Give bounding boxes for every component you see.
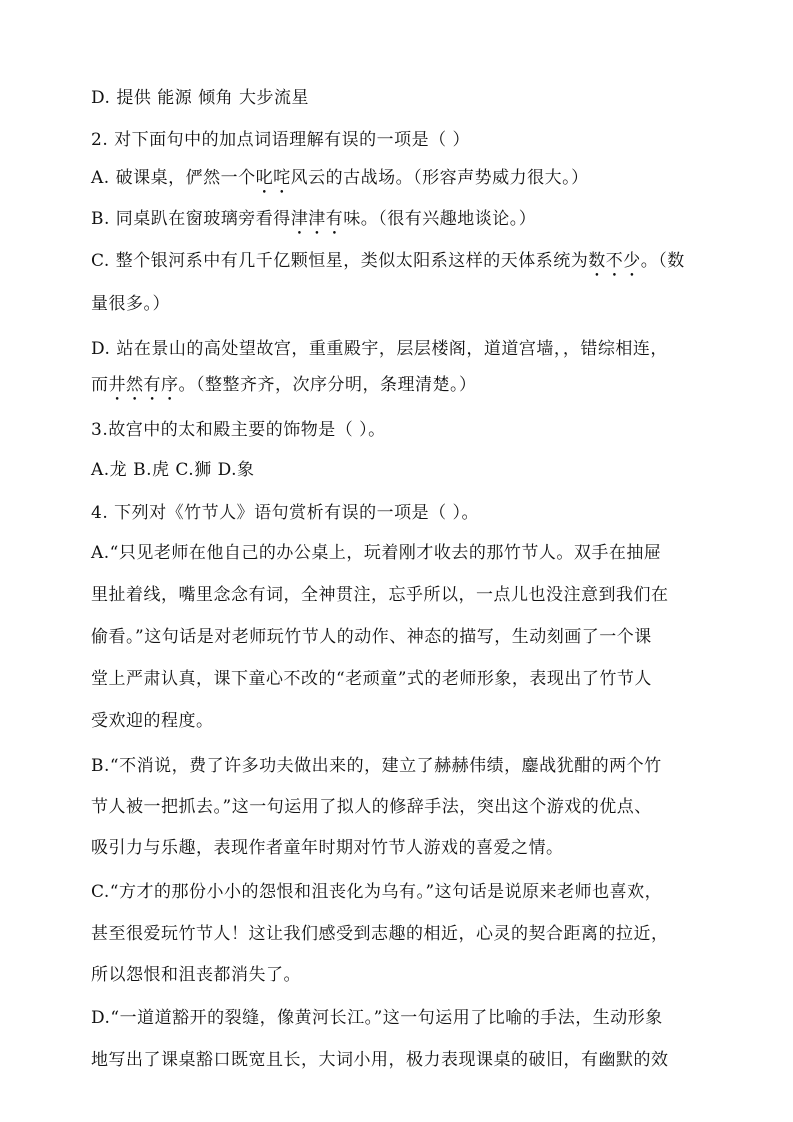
q4-line: 吸引力与乐趣，表现作者童年时期对竹节人游戏的喜爱之情。 — [91, 838, 564, 858]
q4-line: C.“方才的那份小小的怨恨和沮丧化为乌有。”这句话是说原来老师也喜欢， — [91, 882, 663, 902]
q2-option-d-line2 — [91, 375, 477, 405]
q2-a-pre: A. 破课桌，俨然一个 — [91, 168, 256, 188]
q4-line: 所以怨恨和沮丧都消失了。 — [91, 965, 301, 985]
q2-option-c-line2: 量很多。） — [91, 294, 170, 314]
q2-option-c-line1 — [91, 251, 685, 281]
q2-a-dotted-word: 叱咤 — [255, 168, 291, 188]
q3-options: A.龙 B.虎 C.狮 D.象 — [91, 460, 255, 480]
q2-b-dotted-word: 津津有 — [290, 209, 344, 229]
q4-stem: 4. 下列对《竹节人》语句赏析有误的一项是（ ）。 — [91, 503, 480, 523]
q4-line: 里扯着线，嘴里念念有词，全神贯注，忘乎所以，一点儿也没注意到我们在 — [91, 585, 669, 605]
q4-line: D.“一道道豁开的裂缝，像黄河长江。”这一句运用了比喻的手法，生动形象 — [91, 1008, 663, 1028]
q4-line: A.“只见老师在他自己的办公桌上，玩着刚才收去的那竹节人。双手在抽屉 — [91, 543, 662, 563]
q2-b-post: 味。（很有兴趣地谈论。） — [343, 209, 537, 229]
q4-line: 地写出了课桌豁口既宽且长，大词小用，极力表现课桌的破旧，有幽默的效 — [91, 1050, 669, 1070]
q3-stem: 3.故宫中的太和殿主要的饰物是（ ）。 — [91, 420, 386, 440]
q2-d-dotted-word: 井然有序 — [108, 375, 179, 395]
q2-stem: 2. 对下面句中的加点词语理解有误的一项是（ ） — [91, 130, 471, 150]
q2-a-post: 风云的古战场。（形容声势威力很大。） — [290, 168, 589, 188]
q1-option-d: D. 提供 能源 倾角 大步流星 — [91, 88, 310, 108]
q4-line: 堂上严肃认真，课下童心不改的“老顽童”式的老师形象，表现出了竹节人 — [91, 669, 652, 689]
q2-b-pre: B. 同桌趴在窗玻璃旁看得 — [91, 209, 291, 229]
q2-d-post: 。（整整齐齐，次序分明，条理清楚。） — [178, 375, 477, 395]
q4-line: 节人被一把抓去。”这一句运用了拟人的修辞手法，突出这个游戏的优点、 — [91, 797, 652, 817]
q2-option-b — [91, 209, 536, 239]
q2-option-d-line1: D. 站在景山的高处望故宫，重重殿宇，层层楼阁，道道宫墙，，错综相连， — [91, 339, 668, 359]
q2-c-dotted-word: 数不少 — [588, 251, 641, 271]
q2-c-pre: C. 整个银河系中有几千亿颗恒星，类似太阳系这样的天体系统为 — [91, 251, 589, 271]
q4-line: 甚至很爱玩竹节人！这让我们感受到志趣的相近，心灵的契合距离的拉近， — [91, 924, 669, 944]
q2-d-pre: 而 — [91, 375, 109, 395]
q4-line: 受欢迎的程度。 — [91, 711, 214, 731]
q4-line: 偷看。”这句话是对老师玩竹节人的动作、神态的描写，生动刻画了一个课 — [91, 627, 652, 647]
q4-line: B.“不消说，费了许多功夫做出来的，建立了赫赫伟绩，鏖战犹酣的两个竹 — [91, 756, 662, 776]
q2-c-post: 。（数 — [640, 251, 685, 271]
q2-option-a — [91, 168, 589, 198]
